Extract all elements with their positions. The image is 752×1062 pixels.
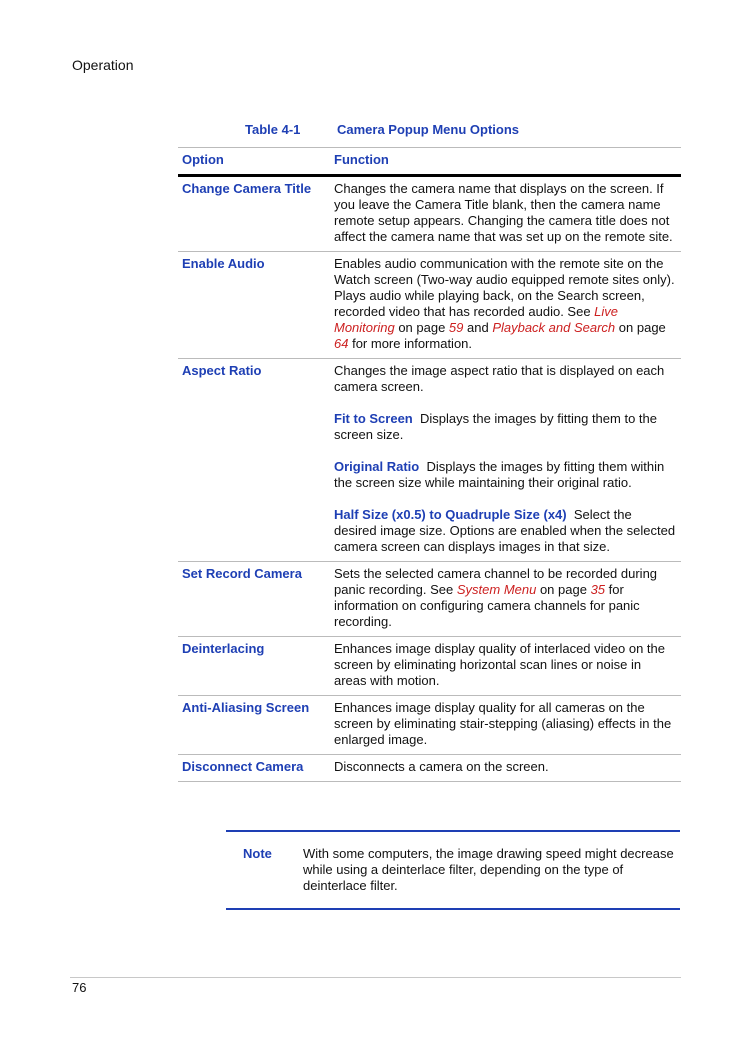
sub-option-desc: Select the desired image size. Options are enabled when the selected camera screen can displays images in that size. <box>334 507 676 554</box>
text-segment: Sets the selected camera channel to be recorded during panic recording. See <box>334 566 658 597</box>
table-title: Camera Popup Menu Options <box>337 122 520 137</box>
footer-divider <box>70 977 681 978</box>
page-number: 76 <box>72 980 87 995</box>
text-segment: and <box>463 320 493 335</box>
function-text: Enhances image display quality of interlaced video on the screen by eliminating horizontal scan lines or noise in areas with motion. <box>326 637 681 696</box>
header-function: Function <box>326 148 681 176</box>
function-text: Disconnects a camera on the screen. <box>326 755 681 782</box>
option-set-record-camera: Set Record Camera <box>178 562 326 637</box>
option-disconnect-camera: Disconnect Camera <box>178 755 326 782</box>
option-deinterlacing: Deinterlacing <box>178 637 326 696</box>
xref-page-59-link[interactable]: 59 <box>448 320 464 335</box>
text-segment: for information on configuring camera channels for panic recording. <box>334 582 640 629</box>
note-text: With some computers, the image drawing speed might decrease while using a deinterlace filter, depending on the type of deinterlace filter. <box>303 846 674 893</box>
text-segment: on page <box>394 320 449 335</box>
sub-option-term: Half Size (x0.5) to Quadruple Size (x4) <box>334 507 567 522</box>
function-text <box>326 252 681 359</box>
option-change-camera-title: Change Camera Title <box>178 176 326 252</box>
xref-system-menu-link[interactable]: System Menu <box>456 582 537 597</box>
running-head: Operation <box>72 57 134 73</box>
table-row <box>178 696 681 755</box>
table-row <box>178 755 681 782</box>
xref-live-monitoring-link[interactable]: Live Monitoring <box>334 304 619 335</box>
note-label: Note <box>243 846 272 861</box>
sub-option-half-to-quadruple-size <box>334 507 677 555</box>
text-segment: for more information. <box>348 336 473 351</box>
sub-option-desc: Displays the images by fitting them to the screen size. <box>334 411 657 442</box>
xref-page-64-link[interactable]: 64 <box>334 336 349 351</box>
function-text <box>326 359 681 562</box>
sub-option-desc: Displays the images by fitting them within the screen size while maintaining their original ratio. <box>334 459 665 490</box>
sub-option-original-ratio <box>334 459 677 491</box>
option-anti-aliasing-screen: Anti-Aliasing Screen <box>178 696 326 755</box>
table-number: Table 4-1 <box>245 122 301 137</box>
text-segment: on page <box>536 582 591 597</box>
table-caption <box>245 122 520 137</box>
option-aspect-ratio: Aspect Ratio <box>178 359 326 562</box>
function-text: Changes the camera name that displays on the screen. If you leave the Camera Title blank, then the camera name remote setup appears. Changing the camera title does not affect the camera name that was set up on the remote site. <box>326 176 681 252</box>
table-row <box>178 562 681 637</box>
xref-page-35-link[interactable]: 35 <box>590 582 606 597</box>
table-row <box>178 637 681 696</box>
note-box <box>226 830 680 910</box>
sub-option-fit-to-screen <box>334 411 677 443</box>
header-option: Option <box>178 148 326 176</box>
option-enable-audio: Enable Audio <box>178 252 326 359</box>
function-text: Enhances image display quality for all cameras on the screen by eliminating stair-stepping (aliasing) effects in the enlarged image. <box>326 696 681 755</box>
xref-playback-and-search-link[interactable]: Playback and Search <box>492 320 616 335</box>
text-segment: Enables audio communication with the remote site on the Watch screen (Two-way audio equipped remote sites only). Plays audio while playing back, on the Search screen, recorded video that has recorded audio. See <box>334 256 675 319</box>
table-row <box>178 359 681 562</box>
sub-option-term: Original Ratio <box>334 459 420 474</box>
aspect-ratio-intro: Changes the image aspect ratio that is displayed on each camera screen. <box>334 363 665 394</box>
camera-popup-options-table <box>178 147 681 782</box>
table-row <box>178 176 681 252</box>
table-header-row <box>178 148 681 176</box>
table-row <box>178 252 681 359</box>
sub-option-term: Fit to Screen <box>334 411 413 426</box>
text-segment: on page <box>615 320 666 335</box>
function-text <box>326 562 681 637</box>
